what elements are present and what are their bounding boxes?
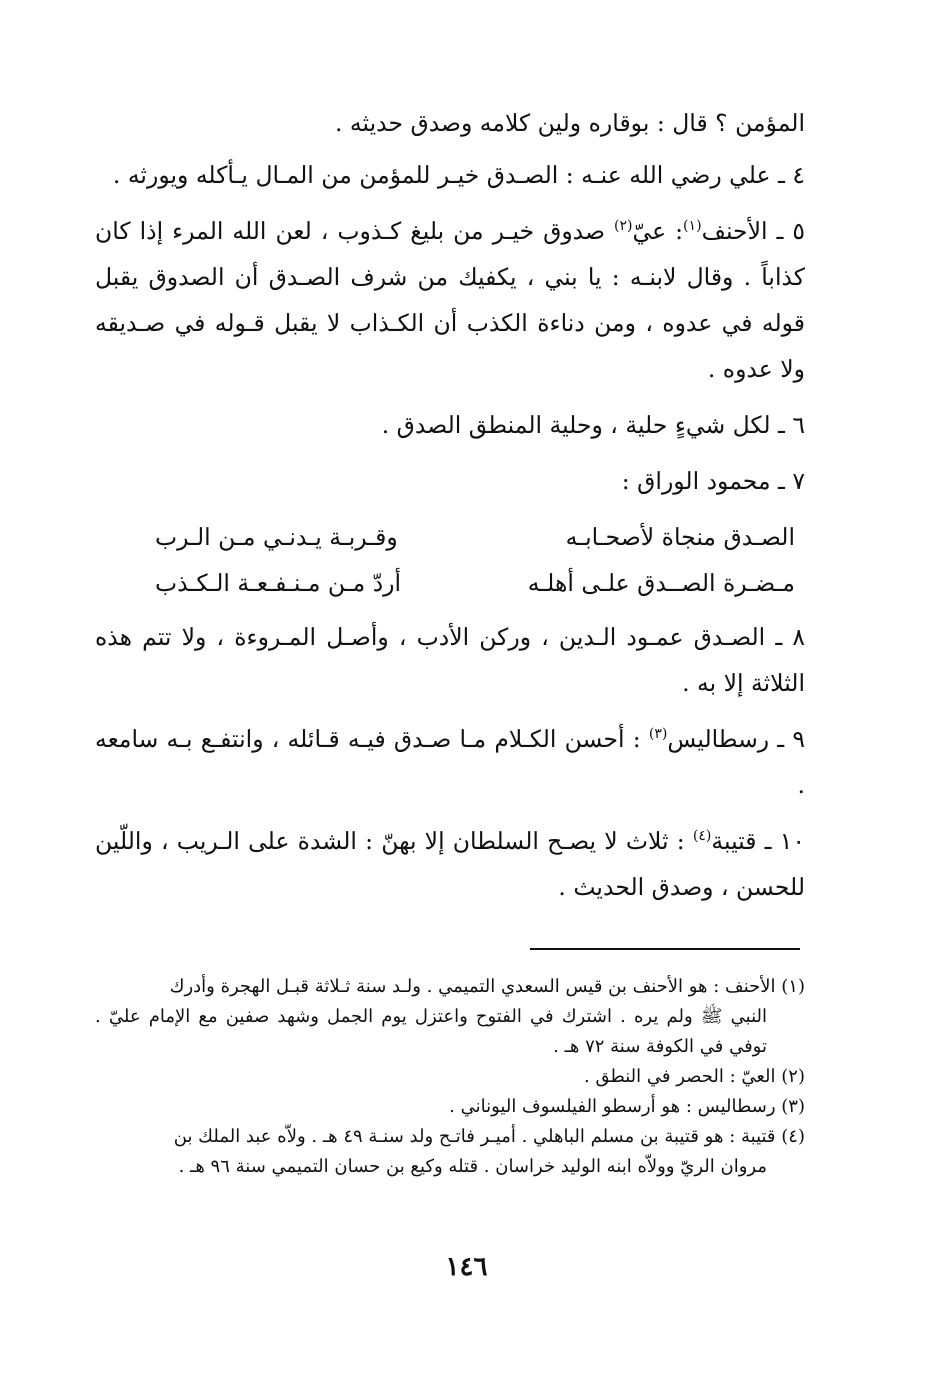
footnote-4-number: (٤) [781,1126,805,1147]
verse-1-first-hemistich: الصـدق منجاة لأصحـابـه [565,523,795,551]
item-9-lead: ٩ ـ رسطاليس [667,725,805,753]
item-5-lead: ٥ ـ الأحنف [701,217,805,245]
item-7: ٧ ـ محمود الوراق : [621,467,805,495]
footnote-ref-2: (٢) [613,218,633,235]
footnote-3-text: رسطاليس : هو أرسطو الفيلسوف اليوناني . [449,1096,776,1117]
footnote-2 [95,1062,805,1092]
footnote-2-text: العيّ : الحصر في النطق . [584,1066,776,1087]
item-5-mid: : عيّ [632,217,684,245]
item-6: ٦ ـ لكل شيءٍ حلية ، وحلية المنطق الصدق . [381,411,805,439]
footnotes [95,972,805,1182]
item-5 [95,208,805,392]
footnote-4-continuation: مروان الريّ وولاّه ابنه الوليد خراسان . قتله وكيع بن حسان التميمي سنة ٩٦ هـ . [178,1156,767,1177]
item-9 [95,716,805,808]
footnote-4-text: قتيبة : هو قتيبة بن مسلم الباهلي . أميـر فاتـح ولد سنـة ٤٩ هـ . ولاّه عبد الملك بن [173,1126,776,1147]
item-10-lead: ١٠ ـ قتيبة [711,827,805,855]
footnote-3-number: (٣) [781,1096,805,1117]
footnote-2-number: (٢) [781,1066,805,1087]
footnote-divider [530,948,800,950]
page-number: ١٤٦ [445,1252,488,1282]
verse-2-first-hemistich: مـضـرة الصــدق علـى أهلـه [527,569,795,597]
poem [95,514,805,606]
poem-verse-2 [95,560,805,606]
footnote-1-text: الأحنف : هو الأحنف بن قيس السعدي التميمي . ولـد سنة ثـلاثة قبـل الهجرة وأدرك [169,976,776,997]
footnote-4 [95,1122,805,1182]
footnote-1-number: (١) [781,976,805,997]
footnote-1-continuation: النبي ﷺ ولم يره . اشترك في الفتوح واعتزل يوم الجمل وشهد صفين مع الإمام عليّ . توفي في الكوفة سنة ٧٢ هـ . [95,1006,767,1057]
verse-2-second-hemistich: أردّ مـن مـنـفـعـة الـكـذب [155,569,402,597]
footnote-ref-4: (٤) [692,828,712,845]
footnote-1 [95,972,805,1062]
item-4: ٤ ـ علي رضي الله عنـه : الصـدق خيـر للمؤمن من المـال يـأكله ويورثه . [112,161,805,189]
item-8: ٨ ـ الصـدق عمـود الـدين ، وركن الأدب ، وأصـل المـروءة ، ولا تتم هذه الثلاثة إلا به . [95,623,805,697]
paragraph-continuation: المؤمن ؟ قال : بوقاره ولين كلامه وصدق حديثه . [334,109,805,137]
footnote-ref-1: (١) [683,218,702,235]
footnote-3 [95,1092,805,1122]
item-9-body: : أحسن الكـلام مـا صـدق فيـه قـائله ، وانتفـع بـه سامعه . [95,725,805,799]
item-5-body: صدوق خيـر من بليغ كـذوب ، لعن الله المرء إذا كان كذاباً . وقال لابنـه : يا بني ، يكفيك من شرف الصـدق أن الصدوق يقبل قوله في عدوه ، ومن دناءة الكذب أن الكـذاب لا يقبل قـوله في صـديقه ولا عدوه . [95,217,805,383]
item-10-body: : ثلاث لا يصـح السلطان إلا بهنّ : الشدة على الـريب ، واللّين للحسن ، وصدق الحديث . [95,827,805,901]
main-text [95,100,805,920]
item-10 [95,818,805,910]
verse-1-second-hemistich: وقـربـة يـدنـي مـن الـرب [155,523,398,551]
footnote-ref-3: (٣) [648,726,668,743]
poem-verse-1 [95,514,805,560]
